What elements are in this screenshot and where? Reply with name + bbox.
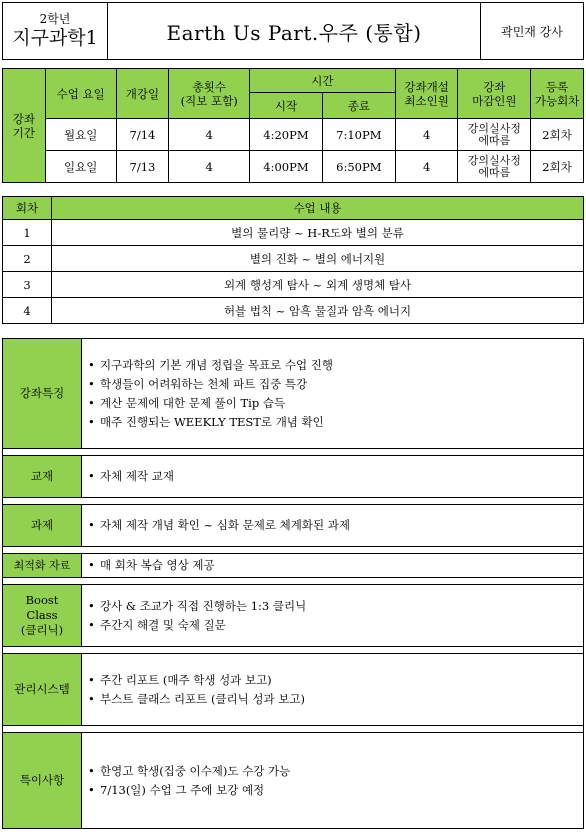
spacer [3, 647, 584, 654]
spacer [3, 449, 584, 456]
info-item: • 매주 진행되는 WEEKLY TEST로 개념 확인 [88, 413, 583, 432]
info-content [82, 733, 584, 829]
info-item: • 한영고 학생(집중 이수제)도 수강 가능 [88, 762, 583, 781]
info-row-homework [3, 505, 584, 547]
info-item: • 주간 리포트 (매주 학생 성과 보고) [88, 671, 583, 690]
info-label: 과제 [3, 505, 82, 547]
spacer [3, 547, 584, 554]
cell-time-start: 4:00PM [250, 151, 323, 183]
header-table [2, 2, 584, 60]
col-day: 수업 요일 [45, 69, 116, 119]
info-content [82, 585, 584, 647]
lesson-plan-table [2, 196, 584, 324]
col-time-end: 종료 [322, 93, 395, 119]
grade-subject-cell [3, 3, 108, 60]
session-number: 2 [3, 246, 52, 272]
col-time: 시간 [250, 69, 396, 93]
info-item: • 자체 제작 개념 확인 ~ 심화 문제로 체계화된 과제 [88, 516, 583, 535]
table-row [3, 246, 584, 272]
spacer [3, 498, 584, 505]
cell-close: 강의실사정 에따름 [458, 119, 531, 151]
session-number: 3 [3, 272, 52, 298]
spacer [3, 578, 584, 585]
cell-day: 일요일 [45, 151, 116, 183]
cell-day: 월요일 [45, 119, 116, 151]
col-close: 강좌 마감인원 [458, 69, 531, 119]
cell-min-enroll: 4 [395, 119, 458, 151]
info-row-notes [3, 733, 584, 829]
cell-sessions: 4 [169, 151, 250, 183]
session-content: 별의 물리량 ~ H-R도와 별의 분류 [52, 220, 584, 246]
info-content [82, 339, 584, 449]
info-item: • 부스트 클래스 리포트 (클리닉 성과 보고) [88, 690, 583, 709]
col-sessions: 총횟수 (직보 포함) [169, 69, 250, 119]
info-label: 강좌특징 [3, 339, 82, 449]
info-content [82, 505, 584, 547]
table-row [3, 220, 584, 246]
cell-start-date: 7/14 [116, 119, 169, 151]
cell-reg: 2회차 [531, 119, 584, 151]
info-content [82, 456, 584, 498]
session-content: 별의 진화 ~ 별의 에너지원 [52, 246, 584, 272]
info-label: Boost Class (클리닉) [3, 585, 82, 647]
schedule-row [3, 119, 584, 151]
session-number: 4 [3, 298, 52, 324]
schedule-row [3, 151, 584, 183]
info-content [82, 554, 584, 578]
cell-time-end: 6:50PM [322, 151, 395, 183]
cell-start-date: 7/13 [116, 151, 169, 183]
info-label: 교재 [3, 456, 82, 498]
schedule-side-label: 강좌 기간 [3, 69, 46, 183]
table-row [3, 272, 584, 298]
col-content: 수업 내용 [52, 197, 584, 220]
cell-reg: 2회차 [531, 151, 584, 183]
info-item: • 7/13(일) 수업 그 주에 보강 예정 [88, 781, 583, 800]
course-info-table [2, 338, 584, 829]
course-title: Earth Us Part.우주 (통합) [108, 3, 481, 60]
col-start-date: 개강일 [116, 69, 169, 119]
cell-time-end: 7:10PM [322, 119, 395, 151]
info-row-management [3, 654, 584, 726]
grade-label: 2학년 [39, 12, 71, 26]
info-item: • 자체 제작 교재 [88, 467, 583, 486]
info-label: 관리시스템 [3, 654, 82, 726]
info-label: 최적화 자료 [3, 554, 82, 578]
col-min-enroll: 강좌개설 최소인원 [395, 69, 458, 119]
col-session-no: 회차 [3, 197, 52, 220]
info-item: • 계산 문제에 대한 문제 풀이 Tip 습득 [88, 394, 583, 413]
col-reg: 등록 가능회차 [531, 69, 584, 119]
session-number: 1 [3, 220, 52, 246]
info-item: • 지구과학의 기본 개념 정립을 목표로 수업 진행 [88, 356, 583, 375]
info-row-materials [3, 554, 584, 578]
cell-sessions: 4 [169, 119, 250, 151]
info-item: • 매 회차 복습 영상 제공 [88, 556, 583, 575]
subject-label: 지구과학1 [12, 27, 98, 49]
cell-close: 강의실사정 에따름 [458, 151, 531, 183]
info-row-features [3, 339, 584, 449]
info-item: • 학생들이 어려워하는 천체 파트 집중 특강 [88, 375, 583, 394]
col-time-start: 시작 [250, 93, 323, 119]
schedule-table [2, 68, 584, 183]
table-row [3, 298, 584, 324]
info-label: 특이사항 [3, 733, 82, 829]
cell-time-start: 4:20PM [250, 119, 323, 151]
session-content: 외계 행성계 탐사 ~ 외계 생명체 탐사 [52, 272, 584, 298]
teacher-name: 곽민재 강사 [481, 3, 584, 60]
info-item: • 강사 & 조교가 직접 진행하는 1:3 클리닉 [88, 597, 583, 616]
spacer [3, 726, 584, 733]
info-item: • 주간지 해결 및 숙제 질문 [88, 616, 583, 635]
info-row-boost-class [3, 585, 584, 647]
session-content: 허블 법칙 ~ 암흑 물질과 암흑 에너지 [52, 298, 584, 324]
cell-min-enroll: 4 [395, 151, 458, 183]
info-row-textbook [3, 456, 584, 498]
info-content [82, 654, 584, 726]
